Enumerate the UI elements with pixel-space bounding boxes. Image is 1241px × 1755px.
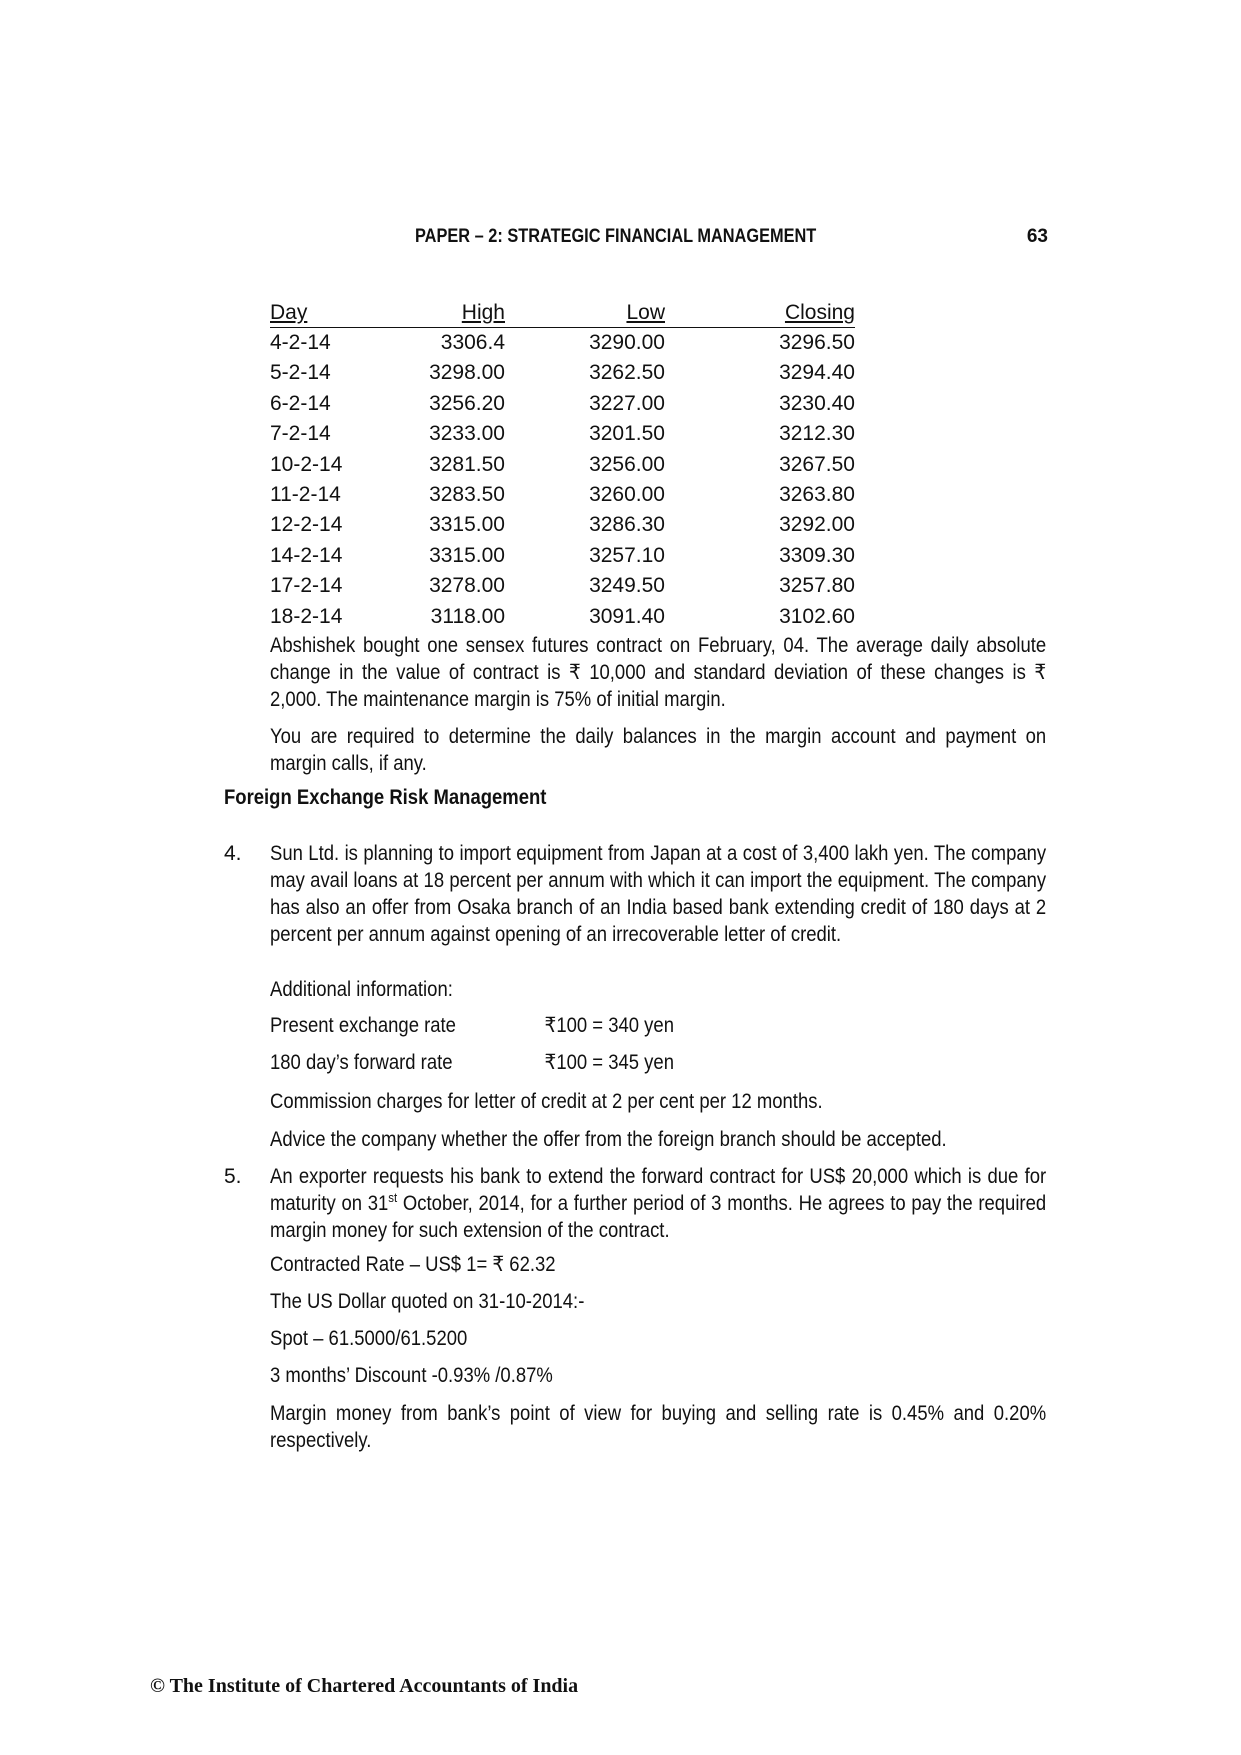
page-number: 63	[1026, 226, 1048, 247]
cell-day: 14-2-14	[270, 543, 343, 567]
ordinal-superscript: st	[388, 1190, 398, 1205]
cell-low: 3227.00	[589, 391, 665, 415]
cell-closing: 3267.50	[779, 452, 855, 476]
q4-advice: Advice the company whether the offer from the foreign branch should be accepted.	[270, 1128, 947, 1151]
copyright-footer: © The Institute of Chartered Accountants of India	[150, 1675, 579, 1697]
cell-day: 10-2-14	[270, 452, 343, 476]
question-number-5: 5.	[224, 1165, 242, 1188]
table-body	[270, 328, 855, 633]
cell-day: 7-2-14	[270, 422, 331, 446]
cell-closing: 3263.80	[779, 483, 855, 507]
cell-high: 3315.00	[429, 513, 505, 537]
cell-day: 11-2-14	[270, 483, 341, 507]
q3-paragraph-2: You are required to determine the daily balances in the margin account and payment on margin calls, if any.	[270, 725, 1047, 775]
present-rate-value: ₹100 = 340 yen	[544, 1014, 674, 1037]
q5-margin: Margin money from bank’s point of view for buying and selling rate is 0.45% and 0.20% respectively.	[270, 1402, 1047, 1452]
table-row	[270, 510, 855, 540]
paper-title: PAPER – 2: STRATEGIC FINANCIAL MANAGEMENT	[415, 226, 817, 247]
cell-high: 3315.00	[429, 543, 505, 567]
cell-high: 3256.20	[429, 391, 505, 415]
cell-closing: 3296.50	[779, 331, 855, 354]
cell-low: 3260.00	[589, 483, 665, 507]
cell-closing: 3292.00	[779, 513, 855, 537]
cell-low: 3249.50	[589, 574, 665, 598]
cell-day: 12-2-14	[270, 513, 343, 537]
cell-low: 3290.00	[589, 331, 665, 354]
cell-high: 3281.50	[429, 452, 505, 476]
q3-paragraph-1: Abshishek bought one sensex futures contract on February, 04. The average daily absolute change in the value of contract is ₹ 10,000 and standard deviation of these changes is ₹ 2,000. The maintenance margin is 75% of initial margin.	[270, 634, 1047, 711]
cell-low: 3262.50	[589, 361, 665, 385]
cell-low: 3257.10	[589, 543, 665, 567]
section-title: Foreign Exchange Risk Management	[224, 786, 547, 809]
cell-day: 5-2-14	[270, 361, 331, 385]
cell-closing: 3309.30	[779, 543, 855, 567]
table-row	[270, 419, 855, 449]
table-row	[270, 541, 855, 571]
cell-low: 3091.40	[589, 604, 665, 628]
present-rate-label: Present exchange rate	[270, 1014, 456, 1037]
sensex-price-table	[270, 299, 855, 632]
cell-low: 3256.00	[589, 452, 665, 476]
q5-contracted-rate: Contracted Rate – US$ 1= ₹ 62.32	[270, 1253, 556, 1276]
column-header-day: Day	[270, 299, 380, 328]
forward-rate-row	[270, 1050, 674, 1075]
column-header-closing: Closing	[665, 299, 855, 328]
cell-high: 3233.00	[429, 422, 505, 446]
column-header-high: High	[380, 299, 505, 328]
cell-closing: 3212.30	[779, 422, 855, 446]
cell-day: 18-2-14	[270, 604, 343, 628]
table-row	[270, 602, 855, 632]
cell-high: 3283.50	[429, 483, 505, 507]
cell-day: 6-2-14	[270, 391, 331, 415]
q5-text: An exporter requests his bank to extend the forward contract for US$ 20,000 which is due for maturity on 31st October, 2014, for a further period of 3 months. He agrees to pay the required margin money for such extension of the contract.	[270, 1165, 1047, 1242]
cell-high: 3118.00	[430, 604, 505, 628]
page-header	[270, 226, 1048, 256]
cell-low: 3201.50	[589, 422, 665, 446]
table-row	[270, 358, 855, 388]
cell-day: 17-2-14	[270, 574, 343, 598]
q4-text: Sun Ltd. is planning to import equipment from Japan at a cost of 3,400 lakh yen. The company may avail loans at 18 percent per annum with which it can import the equipment. The company has also an offer from Osaka branch of an India based bank extending credit of 180 days at 2 percent per annum against opening of an irrecoverable letter of credit.	[270, 842, 1047, 946]
forward-rate-value: ₹100 = 345 yen	[544, 1051, 674, 1074]
question-number-4: 4.	[224, 842, 242, 865]
cell-low: 3286.30	[589, 513, 665, 537]
table-header-row	[270, 299, 855, 328]
cell-high: 3298.00	[429, 361, 505, 385]
cell-high: 3306.4	[440, 331, 505, 354]
q5-spot: Spot – 61.5000/61.5200	[270, 1327, 468, 1350]
cell-day: 4-2-14	[270, 331, 331, 354]
table-row	[270, 389, 855, 419]
table-row	[270, 328, 855, 359]
table-row	[270, 480, 855, 510]
forward-rate-label: 180 day’s forward rate	[270, 1051, 453, 1074]
column-header-low: Low	[505, 299, 665, 328]
q4-commission: Commission charges for letter of credit at 2 per cent per 12 months.	[270, 1090, 823, 1113]
cell-closing: 3102.60	[779, 604, 855, 628]
cell-closing: 3230.40	[779, 391, 855, 415]
q5-quoted: The US Dollar quoted on 31-10-2014:-	[270, 1290, 585, 1313]
cell-closing: 3294.40	[779, 361, 855, 385]
cell-closing: 3257.80	[779, 574, 855, 598]
table-row	[270, 571, 855, 601]
table-row	[270, 450, 855, 480]
q5-discount: 3 months’ Discount -0.93% /0.87%	[270, 1364, 553, 1387]
present-rate-row	[270, 1013, 674, 1038]
cell-high: 3278.00	[429, 574, 505, 598]
q4-additional-info: Additional information:	[270, 978, 453, 1001]
